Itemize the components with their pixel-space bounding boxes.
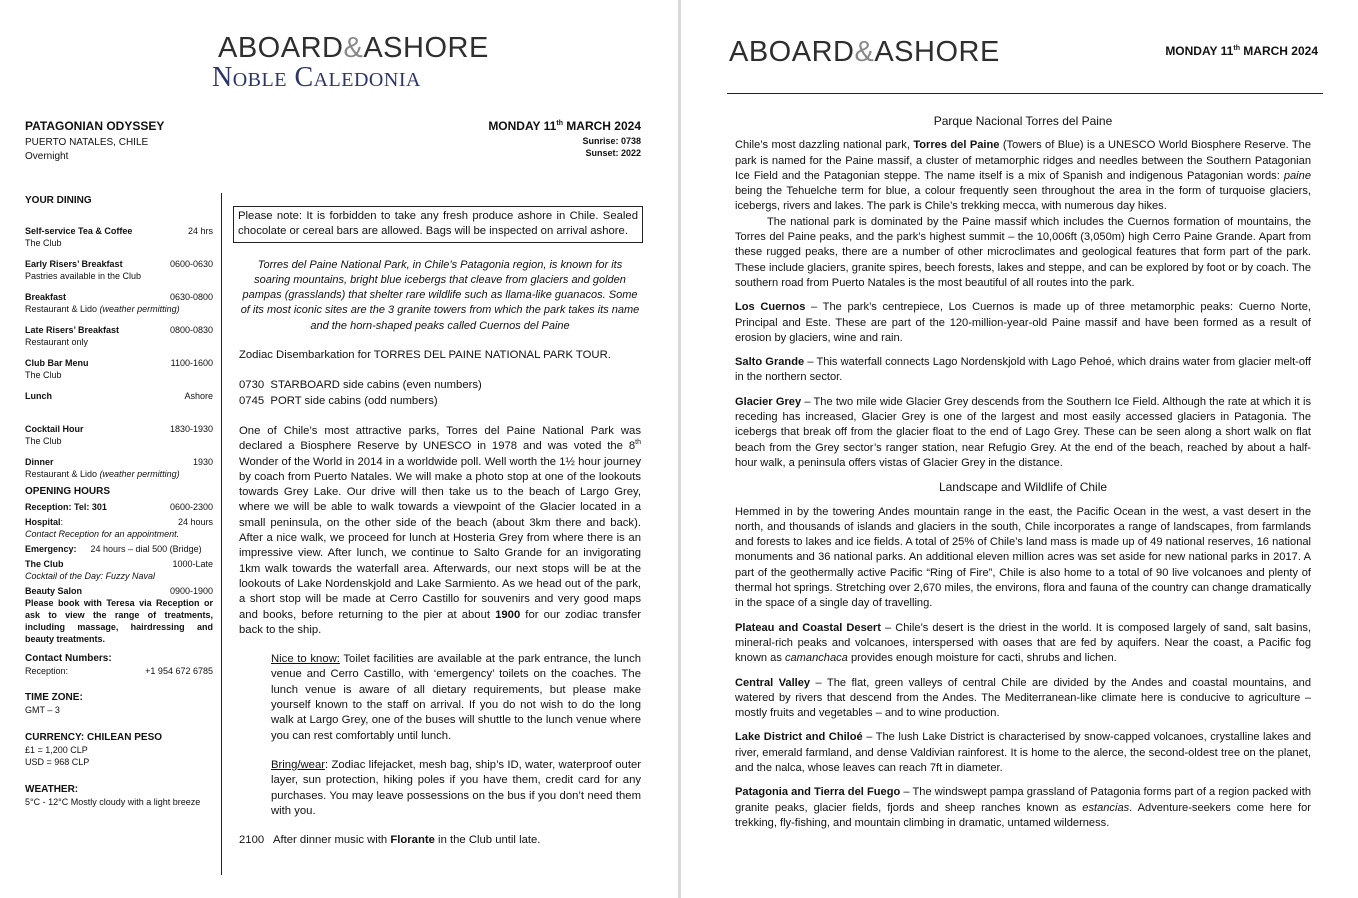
dining-name: Early Risers’ Breakfast	[25, 259, 123, 269]
date-block	[488, 119, 641, 158]
evening-time: 2100	[239, 834, 265, 847]
dining-item	[25, 258, 213, 282]
section-heading-torres: Parque Nacional Torres del Paine	[933, 114, 1113, 128]
bring-wear	[271, 758, 641, 819]
patagonia-label: Patagonia and Tierra del Fuego	[735, 786, 901, 799]
paragraph-grey	[735, 395, 1311, 471]
return-time: 1900	[495, 608, 521, 621]
logo-word-ashore: ASHORE	[874, 36, 1000, 68]
hospital-label: Hospital	[25, 517, 61, 527]
club-time: 1000-Late	[172, 559, 213, 569]
date-day: MONDAY 11	[488, 119, 557, 133]
voyage-title: PATAGONIAN ODYSSEY	[25, 119, 165, 133]
paragraph-torres	[735, 138, 1311, 214]
dining-item	[25, 225, 213, 249]
aboard-ashore-logo	[729, 36, 1000, 69]
paragraph-massif: The national park is dominated by the Paine massif which includes the Cuernos formation of mountains, the Torres del Paine peaks, and the park’s highest summit – the 10,006ft (3,050m) high Cerro Paine Grande. Apart from these rugged peaks, there are a number of other microclimates and geological features that form part of the park. These include glaciers, granite spires, beech forests, lakes and steppe, and can be explored by foot or by coach. The southern road from Puerto Natales is the most beautiful of all routes into the park.	[735, 215, 1311, 289]
dining-venue: The Club	[25, 238, 62, 248]
logo-word-ashore: ASHORE	[363, 32, 489, 64]
hospital-time: 24 hours	[177, 517, 213, 527]
valley-label: Central Valley	[735, 676, 811, 689]
paragraph-cuernos	[735, 300, 1311, 346]
salon-time: 0900-1900	[169, 586, 213, 596]
sunrise: Sunrise: 0738	[582, 136, 641, 146]
logo-ampersand: &	[343, 32, 364, 64]
hospital-hours	[25, 516, 213, 528]
tour-text: for our zodiac transfer back to the ship.	[239, 608, 641, 636]
dining-venue: The Club	[25, 436, 62, 446]
dining-time: 1830-1930	[169, 424, 213, 434]
club-hours	[25, 558, 213, 570]
port-status: Overnight	[25, 151, 69, 162]
paragraph-valley	[735, 676, 1311, 722]
club-note: Cocktail of the Day: Fuzzy Naval	[25, 571, 156, 581]
evening-text: in the Club until late.	[434, 834, 541, 847]
cuernos-text: – The park’s centrepiece, Los Cuernos is made up of three metamorphic peaks: Cuerno Norte, Principal and Este. These are part of the 120-million-year-old Paine massif and have been formed as a result of erosion by glaciers, wine and rain.	[735, 301, 1311, 344]
timezone-value: GMT – 3	[25, 705, 60, 715]
tour-description	[239, 424, 641, 638]
paragraph-salto	[735, 355, 1311, 386]
word-estancias: estancias	[1082, 801, 1130, 814]
voyage-info	[25, 119, 164, 162]
header-rule	[727, 93, 1323, 94]
right-content	[735, 114, 1311, 831]
lake-label: Lake District and Chiloé	[735, 731, 863, 744]
grey-label: Glacier Grey	[735, 395, 802, 408]
reception-time: 0600-2300	[169, 502, 213, 512]
dining-time: 1100-1600	[170, 358, 213, 368]
dining-time: 0600-0630	[169, 259, 213, 269]
page-date	[488, 119, 641, 133]
venue-text: Restaurant & Lido	[25, 469, 100, 479]
page-date	[1165, 44, 1318, 58]
dining-item	[25, 390, 213, 402]
dining-name: Late Risers’ Breakfast	[25, 325, 120, 335]
emergency-hours	[25, 543, 213, 555]
dining-time: 1930	[192, 457, 213, 467]
sunset: Sunset: 2022	[585, 148, 641, 158]
opening-heading: OPENING HOURS	[25, 486, 111, 497]
club-label: The Club	[25, 559, 64, 569]
logo-word-aboard: ABOARD	[218, 32, 344, 64]
dining-name: Self-service Tea & Coffee	[25, 226, 133, 236]
para-text: being the Tehuelche term for blue, a colour frequently seen throughout the area in the form of turquoise glaciers, icebergs, rivers and lakes. The park is Chile’s trekking mecca, with numerous day hikes.	[735, 185, 1311, 213]
dining-name: Club Bar Menu	[25, 358, 89, 368]
contact-number: +1 954 672 6785	[145, 666, 213, 676]
sidebar-divider	[221, 193, 222, 875]
dining-time: 0630-0800	[169, 292, 213, 302]
tour-text: Wonder of the World in 2014 in a worldwide poll. Well worth the 1½ hour journey by coach from Puerto Natales. We will make a photo stop at one of the lookouts towards Grey Lake. Our drive will then take us to the beach of Largo Grey, where we will be able to walk towards a viewpoint of the Glacier located in a small peninsula, on the other side of the beach (about 3km there and back). After a nice walk, we proceed for lunch at Hosteria Grey from where there is an impressive view. After lunch, we continue to Salto Grande for an invigorating 1km walk towards the waterfall area. Afterwards, our next stops will be at the lookouts of Lake Nordenskjold and Lake Sarmiento. As we head out of the park, a short stop will be made at Cerro Castillo for souvenirs and very good maps and books, before returning to the pier at about	[239, 455, 641, 621]
dining-time: 0800-0830	[169, 325, 213, 335]
dining-item	[25, 456, 213, 480]
dining-item	[25, 324, 213, 348]
para-text: Chile’s most dazzling national park,	[735, 139, 914, 152]
dining-name: Breakfast	[25, 292, 67, 302]
plateau-text: provides enough moisture for cacti, shrubs and lichen.	[847, 652, 1117, 665]
currency-gbp: £1 = 1,200 CLP	[25, 745, 88, 755]
patagonia-text: . Adventure-seekers come here for trekking, fly-fishing, and mountain climbing in dramatic, untamed wilderness.	[735, 801, 1311, 829]
sidebar	[25, 195, 213, 808]
emergency-label: Emergency:	[25, 544, 77, 554]
dining-venue: Restaurant only	[25, 337, 89, 347]
date-suffix: th	[556, 120, 563, 127]
location: PUERTO NATALES, CHILE	[25, 137, 149, 148]
logo-ampersand: &	[854, 36, 875, 68]
salto-label: Salto Grande	[735, 356, 805, 369]
left-page	[0, 0, 678, 898]
word-camanchaca: camanchaca	[784, 652, 848, 665]
dining-name: Dinner	[25, 457, 54, 467]
schedule-time: 0730	[239, 379, 265, 392]
venue-note: (weather permitting)	[99, 304, 180, 314]
evening-text: After dinner music with	[272, 834, 391, 847]
schedule-text: PORT side cabins (odd numbers)	[270, 394, 438, 407]
hospital-colon: :	[60, 517, 64, 527]
word-paine: paine	[1283, 169, 1311, 182]
currency-heading: CURRENCY: CHILEAN PESO	[25, 732, 163, 743]
hospital-label-wrap	[25, 516, 63, 528]
performer-name: Florante	[390, 834, 435, 847]
paragraph-patagonia	[735, 785, 1311, 831]
dining-item	[25, 423, 213, 447]
dining-heading: YOUR DINING	[25, 195, 92, 206]
date-suffix: th	[1233, 45, 1240, 52]
section-heading-landscape: Landscape and Wildlife of Chile	[938, 480, 1108, 495]
paragraph-lake	[735, 730, 1311, 776]
reception-label: Reception: Tel: 301	[25, 502, 107, 512]
nice-to-know-text: Toilet facilities are available at the park entrance, the lunch venue and Cerro Castillo, with ‘emergency’ toilets on the coaches. The lunch venue is aware of all dietary requirements, but please make yourself known to the staff on arrival. If you do not wish to do the long walk at Largo Grey, one of the buses will shuttle to the lunch venue where you can rest comfortably until lunch.	[271, 653, 641, 742]
salon-note: Please book with Teresa via Reception or ask to view the range of treatments, including massage, hairdressing and beauty treatments.	[25, 598, 213, 644]
patagonia-text: – The windswept pampa grassland of Patagonia forms part of a region packed with granite peaks, glacier fields, fjords and sheep ranches known as	[735, 786, 1311, 814]
paragraph-plateau	[735, 621, 1311, 667]
schedule-row	[239, 378, 641, 393]
venue-note: (weather permitting)	[99, 469, 180, 479]
date-month-year: MARCH 2024	[562, 119, 641, 133]
tour-text: One of Chile’s most attractive parks, Torres del Paine National Park was declared a Biosphere Reserve by UNESCO in 1978 and was voted the 8	[239, 424, 641, 453]
contact-row	[25, 665, 213, 677]
timezone-heading: TIME ZONE:	[25, 692, 83, 703]
hospital-note: Contact Reception for an appointment.	[25, 529, 180, 539]
dining-venue	[25, 303, 213, 315]
paragraph-landscape: Hemmed in by the towering Andes mountain range in the east, the Pacific Ocean in the west, a vast desert in the north, and thousands of islands and glaciers in the south, Chile incorporates a range of landscapes, from farmlands and forests to lakes and ice fields. A total of 25% of Chile’s land mass is made up of 49 national reserves, 16 national monuments and 36 national parks. An additional eleven million acres was set aside for new national parks in 2017. A part of the geothermally active Pacific “Ring of Fire”, Chile is also home to a total of 90 live volcanoes and plenty of thermal hot springs. Stretching over 2,670 miles, the environs, flora and fauna of the country can change dramatically in the space of a single day of travelling.	[735, 505, 1311, 610]
para-text: (Towers of Blue) is a UNESCO World Biosphere Reserve. The park is named for the Paine massif, a cluster of metamorphic ridges and needles between the Southern Patagonian Ice Field and the Patagonian steppe. The name itself is a mix of Spanish and indigenous Patagonian words:	[735, 139, 1311, 182]
ordinal-suffix: th	[635, 439, 641, 447]
dining-item	[25, 291, 213, 315]
dining-venue: Pastries available in the Club	[25, 271, 142, 281]
cuernos-label: Los Cuernos	[735, 301, 806, 314]
bring-wear-text: : Zodiac lifejacket, mesh bag, ship’s ID, water, waterproof outer layer, sun protection, hiking poles if you have them, credit card for any purchases. You may leave possessions on the bus if you don’t need them with you.	[271, 758, 641, 817]
salon-hours	[25, 585, 213, 597]
aboard-ashore-logo	[218, 32, 489, 65]
schedule-time: 0745	[239, 394, 265, 407]
contact-heading: Contact Numbers:	[25, 653, 112, 664]
logo-word-aboard: ABOARD	[729, 36, 855, 68]
reception-hours	[25, 501, 213, 513]
noble-caledonia-logo: Noble Caledonia	[212, 62, 421, 93]
schedule-row	[239, 394, 641, 409]
date-month-year: MARCH 2024	[1239, 44, 1318, 58]
salon-label: Beauty Salon	[25, 586, 83, 596]
contact-label: Reception:	[25, 666, 69, 676]
emergency-time: 24 hours – dial 500 (Bridge)	[90, 544, 202, 554]
park-name: Torres del Paine	[913, 139, 1000, 152]
dining-item	[25, 357, 213, 381]
zodiac-title: Zodiac Disembarkation for TORRES DEL PAINE NATIONAL PARK TOUR.	[239, 349, 611, 362]
weather-heading: WEATHER:	[25, 784, 79, 795]
dining-time: Ashore	[184, 391, 213, 401]
dining-name: Lunch	[25, 391, 52, 401]
date-day: MONDAY 11	[1165, 44, 1234, 58]
lake-text: – The lush Lake District is characterised by snow-capped volcanoes, crystalline lakes and river, emerald farmland, and dense Valdivian rainforest. It is home to the alerce, the second-oldest tree on the planet, and the nalca, whose leaves can reach 7ft in diameter.	[735, 731, 1311, 774]
nice-to-know	[271, 652, 641, 744]
venue-text: Restaurant & Lido	[25, 304, 100, 314]
valley-text: – The flat, green valleys of central Chile are divided by the Andes and coastal mountains, and watered by rivers that descend from the Andes. The Mediterranean-like climate here is conducive to agriculture – mostly fruits and vegetables – and to wine production.	[735, 676, 1311, 720]
dining-name: Cocktail Hour	[25, 424, 84, 434]
main-column	[239, 206, 641, 848]
plateau-text: – Chile’s desert is the driest in the world. It is composed largely of sand, salt basins, mineral-rich peaks and volcanoes, interspersed with oases that are fed by aquifers. Near the coast, a Pacific fog known as	[735, 621, 1311, 665]
dining-time: 24 hrs	[187, 226, 213, 236]
dining-venue: The Club	[25, 370, 62, 380]
dining-venue	[25, 468, 213, 480]
intro-text: Torres del Paine National Park, in Chile’s Patagonia region, is known for its soaring mountains, bright blue icebergs that cleave from glaciers and golden pampas (grasslands) that shelter rare wildlife such as llama-like guanacos. Some of its most iconic sites are the 3 granite towers from which the park takes its name and the horn-shaped peaks called Cuernos del Paine	[240, 258, 640, 332]
plateau-label: Plateau and Coastal Desert	[735, 621, 881, 634]
salto-text: – This waterfall connects Lago Nordenskjold with Lago Pehoé, which drains water from glacier melt-off in the northern sector.	[735, 356, 1311, 384]
notice-box: Please note: It is forbidden to take any fresh produce ashore in Chile. Sealed chocolate or cereal bars are allowed. Bags will be inspected on arrival ashore.	[233, 206, 643, 243]
grey-text: – The two mile wide Glacier Grey descends from the Southern Ice Field. Although the rate at which it is receding has increased, Glacier Grey is one of the largest and most easily accessed glaciers in Patagonia. The icebergs that break off from the glacier float to the end of Lago Grey. These can be seen along a short walk on flat beach from the Grey sector’s ranger station, near Refugio Grey. At the end of the beach, reached by about a half-hour walk, a peninsula offers vistas of Glacier Grey in the distance.	[735, 395, 1311, 469]
currency-usd: USD = 968 CLP	[25, 757, 90, 767]
weather-value: 5°C - 12°C Mostly cloudy with a light breeze	[25, 797, 201, 807]
bring-wear-label: Bring/wear	[271, 758, 325, 771]
right-page	[681, 0, 1358, 898]
nice-to-know-label: Nice to know:	[271, 653, 340, 666]
schedule-text: STARBOARD side cabins (even numbers)	[270, 379, 482, 392]
evening-event	[239, 833, 641, 848]
